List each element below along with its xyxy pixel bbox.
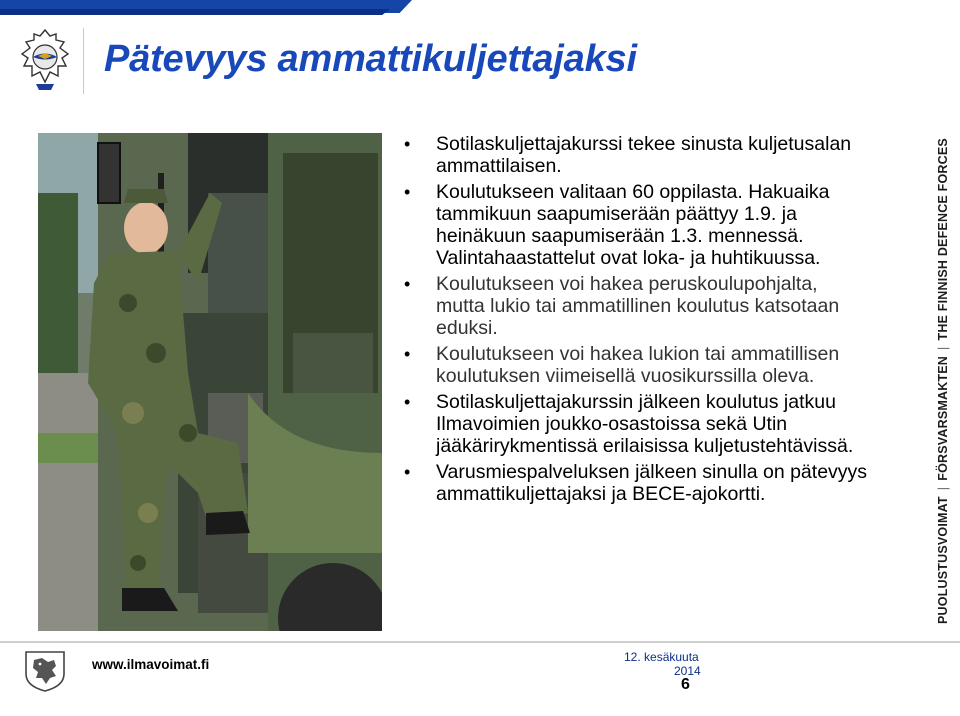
- soldier-truck-photo: [38, 133, 382, 631]
- page-title: Pätevyys ammattikuljettajaksi: [104, 38, 637, 80]
- air-force-emblem-icon: [16, 26, 74, 94]
- bullet-item: • Sotilaskuljettajakurssi tekee sinusta kuljetusalan ammattilaisen.: [400, 133, 870, 177]
- footer-website-link[interactable]: www.ilmavoimat.fi: [92, 657, 210, 672]
- page-number: 6: [681, 676, 690, 693]
- org-name-en: THE FINNISH DEFENCE FORCES: [936, 138, 950, 341]
- bullet-item: • Koulutukseen voi hakea peruskoulupohjalta, mutta lukio tai ammatillinen koulutus katsotaan eduksi.: [400, 273, 870, 339]
- org-name-fi: PUOLUSTUSVOIMAT: [936, 496, 950, 624]
- bullet-list: [400, 133, 870, 509]
- org-name-sv: FÖRSVARSMAKTEN: [936, 355, 950, 481]
- top-accent-bar-shadow: [0, 9, 390, 15]
- org-name-divider: |: [936, 346, 950, 350]
- org-name-divider: |: [936, 486, 950, 491]
- bullet-item: • Sotilaskuljettajakurssin jälkeen koulutus jatkuu Ilmavoimien joukko-osastoissa sekä Utin jääkärirykmentissä erilaisissa kuljetustehtävissä.: [400, 391, 870, 457]
- bullet-item: • Koulutukseen valitaan 60 oppilasta. Hakuaika tammikuun saapumiserään päättyy 1.9. ja heinäkuun saapumiserään 1.3. mennessä. Valintahaastattelut ovat loka- ja huhtikuussa.: [400, 181, 870, 269]
- defence-forces-lion-icon: [24, 648, 66, 692]
- footer-year: 2014: [674, 664, 701, 678]
- footer-divider: [0, 641, 960, 643]
- bullet-item: • Koulutukseen voi hakea lukion tai ammatillisen koulutuksen viimeisellä vuosikurssilla oleva.: [400, 343, 870, 387]
- bullet-item: • Varusmiespalveluksen jälkeen sinulla on pätevyys ammattikuljettajaksi ja BECE-ajokortti.: [400, 461, 870, 505]
- title-separator: [83, 28, 84, 94]
- footer-date: 12. kesäkuuta: [624, 650, 699, 664]
- vertical-org-names: [936, 138, 950, 624]
